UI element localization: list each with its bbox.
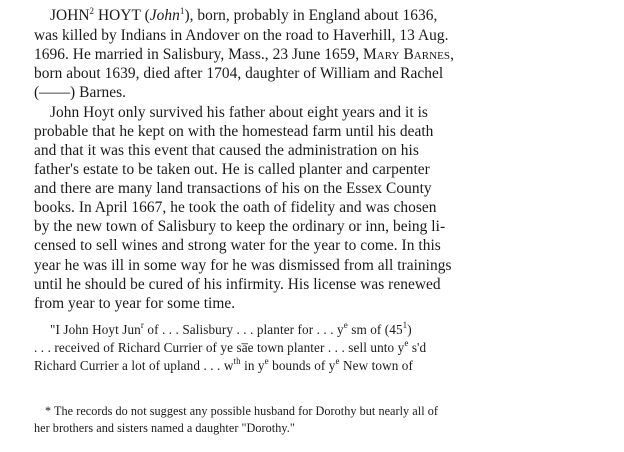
paragraph-start-line: John Hoyt only survived his father about eight years and it is <box>50 104 428 121</box>
parent-generation-superscript: 1 <box>179 6 185 16</box>
text-line: books. In April 1667, he took the oath of fidelity and was chosen <box>34 199 437 216</box>
footnote-line: * The records do not suggest any possible husband for Dorothy but nearly all of <box>45 404 438 418</box>
text-line: father's estate to be taken out. He is called planter and carpenter <box>34 161 430 178</box>
text-line: (——) Barnes. <box>34 84 127 101</box>
spouse-name: Mary Barnes <box>363 46 451 63</box>
text-line: and that it was this event that caused the administration on his <box>34 142 419 159</box>
text-line: until he should be cured of his infirmity. His license was renewed <box>34 276 441 293</box>
generation-superscript: 2 <box>89 6 95 16</box>
quote-line: "I John Hoyt Jun$^r$ of . . . Salisbury . . . planter for . . . $y^e$ sm of $(45^1)$ <box>50 320 412 337</box>
text-line: by the new town of Salisbury to keep the ordinary or inn, being li- <box>34 218 446 235</box>
entry-heading-line <box>50 6 437 25</box>
text-line: and there are many land transactions of his on the Essex County <box>34 180 432 197</box>
text-line: was killed by Indians in Andover on the road to Haverhill, 13 Aug. <box>34 27 449 44</box>
marriage-text: 1696. He married in Salisbury, Mass., 23 June 1659, <box>34 46 364 63</box>
text-line: born about 1639, died after 1704, daughter of William and Rachel <box>34 65 444 82</box>
person-name: JOHN <box>50 7 90 24</box>
text-line: censed to sell wines and strong water for the year to come. In this <box>34 237 441 254</box>
text-line: probable that he kept on with the homestead farm until his death <box>34 123 434 140</box>
footnote-line: her brothers and sisters named a daughter "Dorothy." <box>34 421 295 435</box>
parent-name: John <box>149 7 180 24</box>
birth-text: ), born, probably in England about 1636, <box>184 7 438 24</box>
text-line: 1696. He married in Salisbury, Mass., 23 June 1659, Mary Barnes, <box>34 46 454 63</box>
text-line: from year to year for some time. <box>34 295 236 312</box>
quote-line: Richard Currier a lot of upland . . . $w^{th}$ in $y^e$ bounds of $y^e$ New town of <box>34 356 413 373</box>
text-line: year he was ill in some way for he was dismissed from all trainings <box>34 257 452 274</box>
person-surname: HOYT ( <box>94 7 150 24</box>
quote-line: . . . received of Richard Currier of ye sa̅e town planter . . . sell unto $y^e$ s'd <box>34 338 427 355</box>
